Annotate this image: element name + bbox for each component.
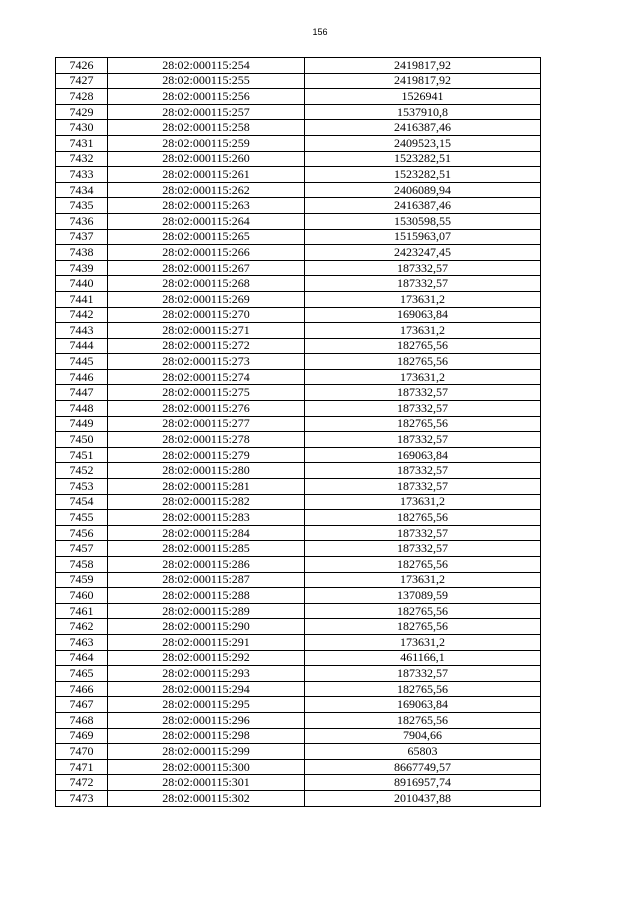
row-number-cell: 7471 xyxy=(56,759,108,775)
row-number-cell: 7435 xyxy=(56,198,108,214)
table-row xyxy=(56,245,541,261)
cadastral-value-cell: 173631,2 xyxy=(305,634,541,650)
table-row xyxy=(56,135,541,151)
table-body xyxy=(56,58,541,807)
cadastral-value-cell: 187332,57 xyxy=(305,276,541,292)
table-row xyxy=(56,369,541,385)
table-row xyxy=(56,385,541,401)
row-number-cell: 7467 xyxy=(56,697,108,713)
table-row xyxy=(56,744,541,760)
table-row xyxy=(56,510,541,526)
row-number-cell: 7469 xyxy=(56,728,108,744)
table-row xyxy=(56,401,541,417)
row-number-cell: 7436 xyxy=(56,213,108,229)
cadastral-number-cell: 28:02:000115:270 xyxy=(108,307,305,323)
table-row xyxy=(56,666,541,682)
cadastral-value-cell: 173631,2 xyxy=(305,291,541,307)
cadastral-value-cell: 182765,56 xyxy=(305,338,541,354)
row-number-cell: 7466 xyxy=(56,681,108,697)
row-number-cell: 7462 xyxy=(56,619,108,635)
cadastral-value-cell: 8916957,74 xyxy=(305,775,541,791)
cadastral-number-cell: 28:02:000115:292 xyxy=(108,650,305,666)
cadastral-value-cell: 173631,2 xyxy=(305,369,541,385)
row-number-cell: 7452 xyxy=(56,463,108,479)
cadastral-value-cell: 187332,57 xyxy=(305,432,541,448)
table-row xyxy=(56,712,541,728)
row-number-cell: 7451 xyxy=(56,447,108,463)
row-number-cell: 7447 xyxy=(56,385,108,401)
table-row xyxy=(56,432,541,448)
row-number-cell: 7428 xyxy=(56,89,108,105)
cadastral-number-cell: 28:02:000115:263 xyxy=(108,198,305,214)
cadastral-value-cell: 173631,2 xyxy=(305,494,541,510)
table-row xyxy=(56,58,541,74)
cadastral-number-cell: 28:02:000115:257 xyxy=(108,104,305,120)
row-number-cell: 7472 xyxy=(56,775,108,791)
cadastral-value-cell: 173631,2 xyxy=(305,323,541,339)
cadastral-number-cell: 28:02:000115:275 xyxy=(108,385,305,401)
cadastral-number-cell: 28:02:000115:276 xyxy=(108,401,305,417)
row-number-cell: 7437 xyxy=(56,229,108,245)
row-number-cell: 7440 xyxy=(56,276,108,292)
table-row xyxy=(56,603,541,619)
cadastral-value-cell: 187332,57 xyxy=(305,401,541,417)
row-number-cell: 7468 xyxy=(56,712,108,728)
cadastral-number-cell: 28:02:000115:285 xyxy=(108,541,305,557)
table-row xyxy=(56,323,541,339)
table-row xyxy=(56,588,541,604)
cadastral-number-cell: 28:02:000115:282 xyxy=(108,494,305,510)
cadastral-value-cell: 7904,66 xyxy=(305,728,541,744)
cadastral-number-cell: 28:02:000115:299 xyxy=(108,744,305,760)
cadastral-value-cell: 187332,57 xyxy=(305,541,541,557)
cadastral-number-cell: 28:02:000115:298 xyxy=(108,728,305,744)
cadastral-number-cell: 28:02:000115:296 xyxy=(108,712,305,728)
cadastral-value-cell: 182765,56 xyxy=(305,354,541,370)
cadastral-number-cell: 28:02:000115:267 xyxy=(108,260,305,276)
row-number-cell: 7459 xyxy=(56,572,108,588)
table-row xyxy=(56,291,541,307)
cadastral-number-cell: 28:02:000115:262 xyxy=(108,182,305,198)
row-number-cell: 7450 xyxy=(56,432,108,448)
cadastral-value-cell: 1537910,8 xyxy=(305,104,541,120)
cadastral-value-cell: 2010437,88 xyxy=(305,790,541,806)
row-number-cell: 7453 xyxy=(56,479,108,495)
row-number-cell: 7427 xyxy=(56,73,108,89)
row-number-cell: 7457 xyxy=(56,541,108,557)
cadastral-number-cell: 28:02:000115:291 xyxy=(108,634,305,650)
row-number-cell: 7448 xyxy=(56,401,108,417)
cadastral-number-cell: 28:02:000115:255 xyxy=(108,73,305,89)
cadastral-number-cell: 28:02:000115:271 xyxy=(108,323,305,339)
page-number: 156 xyxy=(312,27,328,37)
table-row xyxy=(56,759,541,775)
table-row xyxy=(56,260,541,276)
table-row xyxy=(56,479,541,495)
table-row xyxy=(56,728,541,744)
cadastral-value-cell: 182765,56 xyxy=(305,619,541,635)
cadastral-number-cell: 28:02:000115:266 xyxy=(108,245,305,261)
row-number-cell: 7449 xyxy=(56,416,108,432)
cadastral-value-cell: 2416387,46 xyxy=(305,198,541,214)
cadastral-value-cell: 8667749,57 xyxy=(305,759,541,775)
cadastral-number-cell: 28:02:000115:277 xyxy=(108,416,305,432)
table-row xyxy=(56,73,541,89)
row-number-cell: 7441 xyxy=(56,291,108,307)
row-number-cell: 7430 xyxy=(56,120,108,136)
table-row xyxy=(56,338,541,354)
table-row xyxy=(56,525,541,541)
row-number-cell: 7431 xyxy=(56,135,108,151)
cadastral-number-cell: 28:02:000115:284 xyxy=(108,525,305,541)
row-number-cell: 7461 xyxy=(56,603,108,619)
cadastral-value-cell: 461166,1 xyxy=(305,650,541,666)
cadastral-value-cell: 187332,57 xyxy=(305,525,541,541)
table-row xyxy=(56,120,541,136)
cadastral-number-cell: 28:02:000115:269 xyxy=(108,291,305,307)
cadastral-number-cell: 28:02:000115:261 xyxy=(108,167,305,183)
cadastral-value-cell: 2419817,92 xyxy=(305,73,541,89)
cadastral-number-cell: 28:02:000115:259 xyxy=(108,135,305,151)
cadastral-value-cell: 1515963,07 xyxy=(305,229,541,245)
table-row xyxy=(56,634,541,650)
cadastral-number-cell: 28:02:000115:272 xyxy=(108,338,305,354)
cadastral-value-cell: 182765,56 xyxy=(305,681,541,697)
cadastral-value-cell: 169063,84 xyxy=(305,447,541,463)
cadastral-value-cell: 182765,56 xyxy=(305,557,541,573)
cadastral-number-cell: 28:02:000115:258 xyxy=(108,120,305,136)
row-number-cell: 7432 xyxy=(56,151,108,167)
cadastral-value-cell: 182765,56 xyxy=(305,510,541,526)
cadastral-value-cell: 169063,84 xyxy=(305,697,541,713)
cadastral-number-cell: 28:02:000115:294 xyxy=(108,681,305,697)
cadastral-number-cell: 28:02:000115:300 xyxy=(108,759,305,775)
row-number-cell: 7429 xyxy=(56,104,108,120)
cadastral-value-table xyxy=(55,57,541,807)
cadastral-value-cell: 187332,57 xyxy=(305,385,541,401)
table-row xyxy=(56,104,541,120)
cadastral-number-cell: 28:02:000115:279 xyxy=(108,447,305,463)
table-row xyxy=(56,354,541,370)
table-row xyxy=(56,619,541,635)
cadastral-number-cell: 28:02:000115:283 xyxy=(108,510,305,526)
cadastral-value-cell: 1523282,51 xyxy=(305,151,541,167)
cadastral-number-cell: 28:02:000115:268 xyxy=(108,276,305,292)
row-number-cell: 7445 xyxy=(56,354,108,370)
table-row xyxy=(56,151,541,167)
row-number-cell: 7463 xyxy=(56,634,108,650)
cadastral-value-cell: 182765,56 xyxy=(305,603,541,619)
cadastral-number-cell: 28:02:000115:290 xyxy=(108,619,305,635)
cadastral-number-cell: 28:02:000115:265 xyxy=(108,229,305,245)
table-row xyxy=(56,790,541,806)
cadastral-number-cell: 28:02:000115:256 xyxy=(108,89,305,105)
row-number-cell: 7458 xyxy=(56,557,108,573)
row-number-cell: 7464 xyxy=(56,650,108,666)
cadastral-value-cell: 182765,56 xyxy=(305,416,541,432)
table-row xyxy=(56,307,541,323)
cadastral-value-cell: 1523282,51 xyxy=(305,167,541,183)
table-row xyxy=(56,650,541,666)
table-row xyxy=(56,182,541,198)
row-number-cell: 7443 xyxy=(56,323,108,339)
row-number-cell: 7438 xyxy=(56,245,108,261)
table-row xyxy=(56,557,541,573)
cadastral-number-cell: 28:02:000115:280 xyxy=(108,463,305,479)
cadastral-number-cell: 28:02:000115:286 xyxy=(108,557,305,573)
cadastral-number-cell: 28:02:000115:254 xyxy=(108,58,305,74)
row-number-cell: 7444 xyxy=(56,338,108,354)
cadastral-value-cell: 2416387,46 xyxy=(305,120,541,136)
row-number-cell: 7455 xyxy=(56,510,108,526)
table-row xyxy=(56,463,541,479)
table-row xyxy=(56,697,541,713)
cadastral-value-cell: 173631,2 xyxy=(305,572,541,588)
row-number-cell: 7473 xyxy=(56,790,108,806)
table-row xyxy=(56,416,541,432)
cadastral-number-cell: 28:02:000115:273 xyxy=(108,354,305,370)
cadastral-value-cell: 2419817,92 xyxy=(305,58,541,74)
table-row xyxy=(56,276,541,292)
table-row xyxy=(56,167,541,183)
row-number-cell: 7433 xyxy=(56,167,108,183)
cadastral-value-cell: 2409523,15 xyxy=(305,135,541,151)
row-number-cell: 7442 xyxy=(56,307,108,323)
table-row xyxy=(56,447,541,463)
cadastral-number-cell: 28:02:000115:260 xyxy=(108,151,305,167)
row-number-cell: 7456 xyxy=(56,525,108,541)
cadastral-value-cell: 1526941 xyxy=(305,89,541,105)
cadastral-number-cell: 28:02:000115:289 xyxy=(108,603,305,619)
cadastral-value-cell: 2406089,94 xyxy=(305,182,541,198)
cadastral-number-cell: 28:02:000115:278 xyxy=(108,432,305,448)
row-number-cell: 7434 xyxy=(56,182,108,198)
cadastral-value-cell: 187332,57 xyxy=(305,479,541,495)
row-number-cell: 7439 xyxy=(56,260,108,276)
row-number-cell: 7454 xyxy=(56,494,108,510)
table-row xyxy=(56,541,541,557)
cadastral-value-cell: 137089,59 xyxy=(305,588,541,604)
row-number-cell: 7426 xyxy=(56,58,108,74)
cadastral-value-cell: 187332,57 xyxy=(305,666,541,682)
cadastral-value-cell: 187332,57 xyxy=(305,260,541,276)
cadastral-number-cell: 28:02:000115:302 xyxy=(108,790,305,806)
table-row xyxy=(56,494,541,510)
table-row xyxy=(56,198,541,214)
table-row xyxy=(56,229,541,245)
cadastral-value-cell: 65803 xyxy=(305,744,541,760)
table-row xyxy=(56,572,541,588)
cadastral-value-cell: 1530598,55 xyxy=(305,213,541,229)
cadastral-number-cell: 28:02:000115:295 xyxy=(108,697,305,713)
cadastral-number-cell: 28:02:000115:301 xyxy=(108,775,305,791)
cadastral-value-cell: 182765,56 xyxy=(305,712,541,728)
cadastral-value-cell: 169063,84 xyxy=(305,307,541,323)
row-number-cell: 7446 xyxy=(56,369,108,385)
cadastral-number-cell: 28:02:000115:287 xyxy=(108,572,305,588)
cadastral-number-cell: 28:02:000115:281 xyxy=(108,479,305,495)
cadastral-value-cell: 187332,57 xyxy=(305,463,541,479)
cadastral-number-cell: 28:02:000115:293 xyxy=(108,666,305,682)
cadastral-number-cell: 28:02:000115:274 xyxy=(108,369,305,385)
table-row xyxy=(56,681,541,697)
row-number-cell: 7460 xyxy=(56,588,108,604)
row-number-cell: 7465 xyxy=(56,666,108,682)
table-row xyxy=(56,89,541,105)
row-number-cell: 7470 xyxy=(56,744,108,760)
cadastral-value-cell: 2423247,45 xyxy=(305,245,541,261)
cadastral-number-cell: 28:02:000115:288 xyxy=(108,588,305,604)
table-row xyxy=(56,213,541,229)
table-row xyxy=(56,775,541,791)
cadastral-number-cell: 28:02:000115:264 xyxy=(108,213,305,229)
